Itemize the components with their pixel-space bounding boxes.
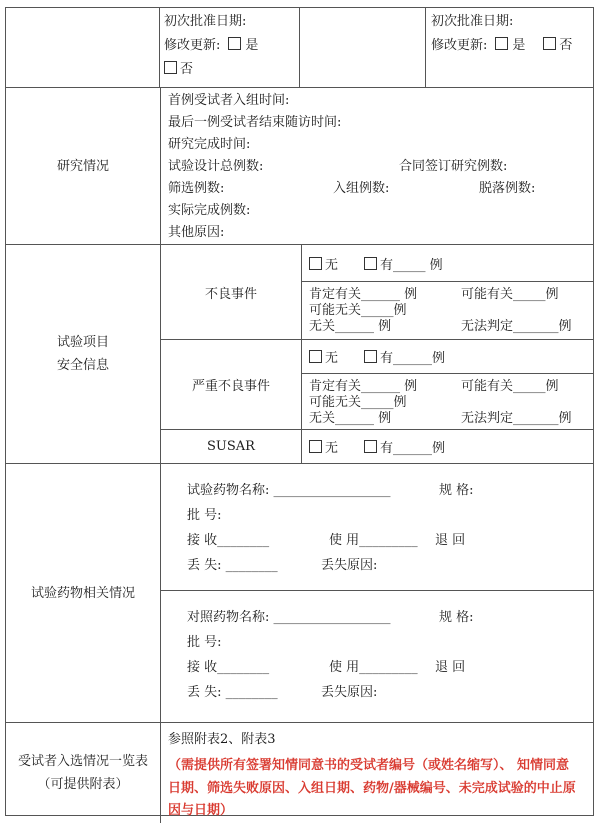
drug-section-label: 试验药物相关情况 (6, 464, 161, 722)
control-drug-return-label: 退 回 (435, 660, 466, 675)
susar-none-label: 无 (325, 441, 339, 456)
control-drug-receive-label: 接 收________ (187, 660, 270, 675)
sae-none-checkbox[interactable] (309, 350, 322, 363)
enrollment-content (161, 723, 593, 823)
first-subject-enrolled-label: 首例受试者入组时间: (168, 93, 290, 108)
ae-certainly-related-label: 肯定有关______ 例 (309, 287, 418, 302)
update-no-checkbox[interactable] (164, 61, 177, 74)
sae-presence-cell (302, 340, 593, 374)
update-yes-checkbox[interactable] (228, 37, 241, 50)
test-drug-batch-label: 批 号: (187, 508, 222, 523)
update-no-label: 否 (180, 62, 194, 77)
serious-adverse-event-label: 严重不良事件 (161, 340, 302, 429)
update-yes-label: 是 (512, 38, 526, 53)
test-drug-loss-label: 丢 失: ________ (187, 558, 278, 573)
screened-cases-label: 筛选例数: (168, 181, 225, 196)
enrolled-cases-label: 入组例数: (333, 181, 390, 196)
form-table (5, 7, 594, 816)
ae-have-checkbox[interactable] (364, 257, 377, 270)
update-yes-checkbox[interactable] (495, 37, 508, 50)
test-drug-receive-label: 接 收________ (187, 533, 270, 548)
sae-none-label: 无 (325, 351, 339, 366)
enrollment-row (6, 723, 593, 823)
susar-have-label: 有______例 (380, 441, 446, 456)
approval-empty-cell-2 (300, 8, 426, 87)
enrollment-red-note: （需提供所有签署知情同意书的受试者编号（或姓名缩写）、 知情同意日期、筛选失败原因、入组日期、药物/器械编号、未完成试验的中止原因与日期） (168, 758, 576, 818)
ae-unrelated-label: 无关______ 例 (309, 319, 392, 334)
research-row (6, 88, 593, 245)
update-yes-label: 是 (245, 38, 259, 53)
enrollment-reference-label: 参照附表2、附表3 (168, 732, 276, 747)
other-reasons-label: 其他原因: (168, 225, 225, 240)
last-subject-followup-label: 最后一例受试者结束随访时间: (168, 115, 342, 130)
sae-undeterminable-label: 无法判定_______例 (461, 411, 572, 426)
ae-possibly-unrelated-label: 可能无关_____例 (309, 303, 407, 318)
control-drug-spec-label: 规 格: (439, 610, 474, 625)
control-drug-batch-label: 批 号: (187, 635, 222, 650)
test-drug-spec-label: 规 格: (439, 483, 474, 498)
approval-cell-left (160, 8, 300, 87)
susar-presence-cell (302, 430, 593, 463)
adverse-event-row (161, 245, 593, 340)
control-drug-name-label: 对照药物名称: __________________ (187, 610, 391, 625)
test-drug-loss-reason-label: 丢失原因: (321, 558, 378, 573)
approval-cell-right (426, 8, 593, 87)
approval-date-label: 初次批准日期: (431, 14, 514, 29)
test-drug-name-label: 试验药物名称: __________________ (187, 483, 391, 498)
contracted-cases-label: 合同签订研究例数: (399, 159, 508, 174)
sae-possibly-related-label: 可能有关_____例 (461, 379, 559, 394)
control-drug-block (161, 591, 593, 722)
ae-relation-cell (302, 282, 593, 339)
susar-none-checkbox[interactable] (309, 440, 322, 453)
update-no-label: 否 (559, 38, 573, 53)
test-drug-use-label: 使 用_________ (329, 533, 418, 548)
drug-content (161, 464, 593, 722)
update-label: 修改更新: (431, 38, 488, 53)
control-drug-loss-label: 丢 失: ________ (187, 685, 278, 700)
sae-possibly-unrelated-label: 可能无关_____例 (309, 395, 407, 410)
approval-empty-cell-1 (6, 8, 160, 87)
ae-undeterminable-label: 无法判定_______例 (461, 319, 572, 334)
control-drug-loss-reason-label: 丢失原因: (321, 685, 378, 700)
test-drug-return-label: 退 回 (435, 533, 466, 548)
actual-completed-cases-label: 实际完成例数: (168, 203, 251, 218)
sae-have-label: 有______例 (380, 351, 446, 366)
sae-relation-cell (302, 374, 593, 429)
update-label: 修改更新: (164, 38, 221, 53)
study-completion-time-label: 研究完成时间: (168, 137, 251, 152)
drug-row (6, 464, 593, 723)
safety-content (161, 245, 593, 463)
research-content (161, 88, 593, 244)
ae-none-checkbox[interactable] (309, 257, 322, 270)
susar-have-checkbox[interactable] (364, 440, 377, 453)
adverse-event-label: 不良事件 (161, 245, 302, 339)
test-drug-block (161, 464, 593, 591)
research-section-label: 研究情况 (6, 88, 161, 244)
sae-have-checkbox[interactable] (364, 350, 377, 363)
ae-have-label: 有_____ 例 (380, 257, 443, 273)
ae-possibly-related-label: 可能有关_____例 (461, 287, 559, 302)
sae-certainly-related-label: 肯定有关______ 例 (309, 379, 418, 394)
enrollment-section-label: 受试者入选情况一览表 （可提供附表） (6, 723, 161, 823)
control-drug-use-label: 使 用_________ (329, 660, 418, 675)
susar-row (161, 430, 593, 463)
safety-section-label: 试验项目 安全信息 (6, 245, 161, 463)
ae-none-label: 无 (325, 257, 339, 273)
dropout-cases-label: 脱落例数: (479, 181, 536, 196)
designed-total-cases-label: 试验设计总例数: (168, 159, 264, 174)
ae-presence-cell (302, 245, 593, 282)
approval-date-label: 初次批准日期: (164, 14, 247, 29)
safety-row (6, 245, 593, 464)
update-no-checkbox[interactable] (543, 37, 556, 50)
serious-adverse-event-row (161, 340, 593, 430)
sae-unrelated-label: 无关______ 例 (309, 411, 392, 426)
susar-label: SUSAR (161, 430, 302, 463)
approval-row (6, 8, 593, 88)
